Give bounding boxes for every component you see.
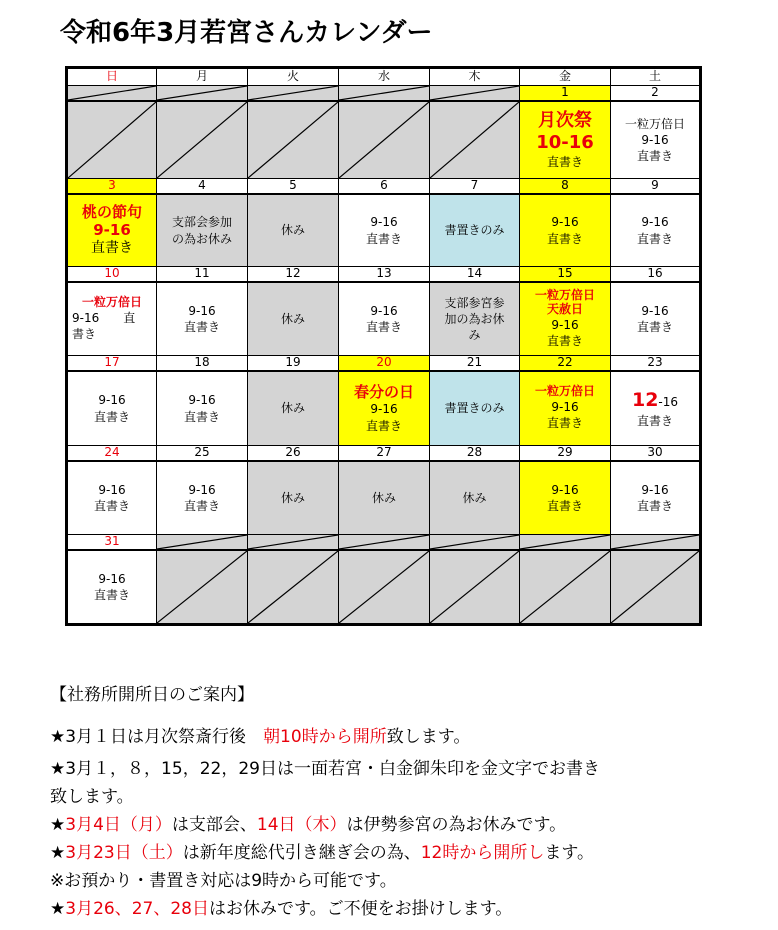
date-number: 6	[339, 179, 430, 195]
day-cell-text: 直書き	[93, 409, 130, 424]
day-content-row	[67, 371, 701, 446]
day-cell-text: 9-16	[188, 393, 216, 408]
day-cell	[339, 371, 430, 446]
notice-segment: ★3月１，８，15，22，29日は一面若宮・白金御朱印を金文字でお書き	[50, 759, 600, 779]
date-number: 29	[520, 446, 611, 462]
date-number-row	[67, 446, 701, 462]
day-cell	[339, 461, 430, 535]
day-cell	[520, 371, 611, 446]
notice-line	[50, 839, 750, 867]
diagonal-line	[157, 551, 247, 623]
day-cell-text: 直書き	[636, 320, 673, 334]
date-number: 14	[430, 267, 520, 283]
day-cell-text: 9-16	[188, 303, 216, 318]
diagonal-line	[430, 86, 519, 100]
diagonal-line	[520, 551, 610, 623]
day-cell-text: 桃の節句	[81, 203, 142, 222]
weekday-label: 日	[67, 68, 157, 86]
day-cell-text: 直書き	[546, 499, 583, 513]
day-content-row	[67, 194, 701, 267]
date-number: 18	[157, 356, 248, 372]
notice-heading: 【社務所開所日のご案内】	[50, 685, 254, 705]
day-cell-text: 9-16	[551, 215, 579, 230]
date-number-row	[67, 535, 701, 551]
day-cell	[339, 194, 430, 267]
day-cell-blank	[430, 101, 520, 179]
day-cell-text: 休み	[462, 490, 487, 505]
diagonal-line	[611, 535, 699, 549]
date-number-blank	[248, 86, 339, 102]
weekday-label: 金	[520, 68, 611, 86]
date-number: 16	[611, 267, 701, 283]
page-title: 令和6年3月若宮さんカレンダー	[60, 18, 433, 48]
diagonal-line	[68, 102, 156, 178]
day-cell-text: 一粒万倍日	[624, 116, 685, 131]
date-number: 13	[339, 267, 430, 283]
day-cell	[430, 371, 520, 446]
day-cell	[430, 194, 520, 267]
date-number: 2	[611, 86, 701, 102]
day-cell	[157, 371, 248, 446]
calendar-table	[65, 66, 702, 626]
day-cell	[67, 461, 157, 535]
day-cell-text: 直書き	[183, 320, 220, 334]
diagonal-line	[157, 535, 247, 549]
day-cell-text: 9-16	[641, 215, 669, 230]
day-cell-text: 書置きのみ	[444, 401, 505, 416]
diagonal-line	[339, 102, 429, 178]
day-cell-text: 直書き	[365, 231, 402, 246]
day-cell-blank	[157, 550, 248, 625]
day-cell-text: 天赦日	[546, 301, 583, 316]
day-cell	[611, 101, 701, 179]
date-number: 25	[157, 446, 248, 462]
day-cell	[520, 194, 611, 267]
day-cell	[611, 282, 701, 356]
notice-segment: は伊勢参宮の為お休みです。	[346, 815, 567, 835]
hours-text	[611, 388, 699, 414]
day-cell	[520, 461, 611, 535]
weekday-label: 月	[157, 68, 248, 86]
day-cell-text: 直書き	[546, 333, 583, 348]
day-cell-text: 直書き	[365, 418, 402, 433]
date-number-blank	[520, 535, 611, 551]
notice-line	[50, 811, 750, 839]
day-cell-text: 9-16	[93, 221, 131, 240]
day-cell	[611, 461, 701, 535]
date-number: 27	[339, 446, 430, 462]
date-number-blank	[248, 535, 339, 551]
weekday-header-row	[67, 68, 701, 86]
day-cell	[611, 371, 701, 446]
day-cell-text: 加の為お休	[444, 311, 505, 326]
notice-segment: 3月26、27、28日	[65, 899, 209, 919]
day-cell-text: 休み	[280, 490, 305, 505]
date-number: 3	[67, 179, 157, 195]
diagonal-line	[339, 86, 429, 100]
notice-segment: 12時から開所し	[420, 843, 545, 863]
date-number-row	[67, 267, 701, 283]
notice-line	[50, 783, 750, 811]
day-cell-text: 9-16	[98, 482, 126, 497]
date-number: 21	[430, 356, 520, 372]
diagonal-line	[68, 86, 156, 100]
day-cell-text: 一粒万倍日	[81, 294, 142, 309]
diagonal-line	[248, 551, 338, 623]
day-cell-text: 書置きのみ	[444, 223, 505, 238]
date-number-blank	[339, 535, 430, 551]
day-cell-text: 直書き	[93, 588, 130, 602]
day-cell	[67, 371, 157, 446]
day-cell	[339, 282, 430, 356]
day-cell-text: 休み	[280, 223, 305, 238]
opening-hour: 12	[631, 388, 659, 411]
notice-segment: 致します。	[50, 787, 134, 807]
weekday-label: 水	[339, 68, 430, 86]
date-number-row	[67, 179, 701, 195]
notice-segment: ★	[50, 843, 66, 863]
day-cell-text: 直書き	[546, 416, 583, 431]
date-number: 15	[520, 267, 611, 283]
day-cell-text: 支部参宮参	[444, 295, 505, 310]
date-number-blank	[67, 86, 157, 102]
day-cell-text: 9-16 直	[72, 310, 136, 325]
day-cell-text: 直書き	[91, 240, 133, 257]
date-number: 1	[520, 86, 611, 102]
date-number-blank	[430, 535, 520, 551]
day-cell-text: 直書き	[365, 320, 402, 334]
day-cell-blank	[520, 550, 611, 625]
day-cell-text: 春分の日	[353, 383, 414, 402]
diagonal-line	[157, 86, 247, 100]
day-cell-blank	[157, 101, 248, 179]
day-cell-text: 9-16	[370, 402, 398, 417]
date-number-blank	[157, 86, 248, 102]
day-cell-text: 一粒万倍日	[534, 384, 595, 399]
notice-line	[50, 895, 750, 923]
day-cell-text: 休み	[371, 490, 396, 505]
day-cell-text: 直書き	[183, 499, 220, 513]
notice-segment: は新年度総代引き継ぎ会の為、	[182, 843, 421, 863]
day-cell	[157, 194, 248, 267]
day-cell	[157, 461, 248, 535]
notice-lines	[50, 723, 750, 923]
date-number: 11	[157, 267, 248, 283]
day-cell	[430, 461, 520, 535]
notice-segment: ★	[50, 899, 66, 919]
day-cell-text: 月次祭	[538, 110, 592, 132]
notice-segment: 致します。	[386, 727, 471, 747]
day-cell	[248, 282, 339, 356]
day-cell-text: 休み	[280, 311, 305, 326]
weekday-label: 土	[611, 68, 701, 86]
day-cell-text: 直書き	[546, 231, 583, 246]
day-cell-blank	[611, 550, 701, 625]
notice-line	[50, 723, 750, 751]
day-cell-text: 休み	[280, 401, 305, 416]
day-cell-text: 9-16	[641, 303, 669, 318]
day-cell-text: 9-16	[370, 215, 398, 230]
date-number: 23	[611, 356, 701, 372]
date-number: 20	[339, 356, 430, 372]
day-cell-text: 一粒万倍日	[534, 288, 595, 303]
day-content-row	[67, 101, 701, 179]
date-number: 12	[248, 267, 339, 283]
day-cell-text: 直書き	[636, 231, 673, 246]
day-cell-text: 直書き	[183, 409, 220, 424]
diagonal-line	[339, 551, 429, 623]
notice-segment: 3月23日（土）	[65, 843, 183, 863]
diagonal-line	[248, 102, 338, 178]
day-cell-text: 支部会参加	[171, 215, 232, 230]
date-number-blank	[611, 535, 701, 551]
notice-section	[50, 680, 750, 923]
date-number: 26	[248, 446, 339, 462]
day-cell-text: 10-16	[536, 131, 594, 153]
day-cell-text: 9-16	[551, 317, 579, 332]
date-number-blank	[430, 86, 520, 102]
notice-segment: 3月4日（月）	[65, 815, 172, 835]
notice-segment: はお休みです。ご不便をお掛けします。	[208, 899, 513, 919]
day-cell-text: 書き	[72, 326, 97, 341]
diagonal-line	[430, 551, 519, 623]
diagonal-line	[611, 551, 699, 623]
notice-segment: は支部会、	[171, 815, 257, 835]
day-cell	[67, 550, 157, 625]
diagonal-line	[339, 535, 429, 549]
date-number: 17	[67, 356, 157, 372]
day-cell-blank	[430, 550, 520, 625]
day-cell-text: 直書き	[546, 154, 583, 169]
day-cell-text: 9-16	[370, 303, 398, 318]
day-cell	[248, 194, 339, 267]
day-cell-blank	[67, 101, 157, 179]
day-cell-text: み	[468, 328, 481, 343]
notice-line	[50, 755, 750, 783]
day-cell-blank	[248, 101, 339, 179]
day-cell-text: の為お休み	[171, 231, 232, 246]
day-cell-text: 9-16	[641, 482, 669, 497]
day-cell	[430, 282, 520, 356]
date-number-row	[67, 356, 701, 372]
day-cell	[67, 282, 157, 356]
date-number-blank	[339, 86, 430, 102]
notice-segment: 14日（木）	[256, 815, 347, 835]
day-cell-text: 直書き	[636, 149, 673, 164]
date-number: 19	[248, 356, 339, 372]
notice-segment: ※お預かり・書置き対応は9時から可能です。	[50, 871, 397, 891]
day-cell-text: 9-16	[98, 393, 126, 408]
day-cell-text: 直書き	[636, 499, 673, 513]
day-cell	[157, 282, 248, 356]
day-cell-blank	[248, 550, 339, 625]
date-number-blank	[157, 535, 248, 551]
diagonal-line	[520, 535, 610, 549]
day-cell	[520, 101, 611, 179]
day-cell-blank	[339, 550, 430, 625]
day-cell	[248, 371, 339, 446]
day-cell-blank	[339, 101, 430, 179]
date-number-row	[67, 86, 701, 102]
notice-line	[50, 867, 750, 895]
date-number: 30	[611, 446, 701, 462]
diagonal-line	[248, 535, 338, 549]
closing-hour: -16	[658, 394, 679, 409]
notice-segment: ます。	[544, 843, 594, 863]
weekday-label: 木	[430, 68, 520, 86]
date-number: 22	[520, 356, 611, 372]
notice-segment: ★	[50, 815, 66, 835]
notice-segment: 朝10時から開所	[263, 727, 387, 747]
date-number: 8	[520, 179, 611, 195]
day-content-row	[67, 461, 701, 535]
diagonal-line	[157, 102, 247, 178]
day-cell-text: 9-16	[551, 400, 579, 415]
notice-segment: ★3月１日は月次祭斎行後	[50, 727, 264, 747]
day-cell-text: 直書き	[636, 414, 673, 429]
day-cell	[248, 461, 339, 535]
day-cell-text: 9-16	[551, 482, 579, 497]
date-number: 9	[611, 179, 701, 195]
day-cell	[67, 194, 157, 267]
diagonal-line	[430, 102, 519, 178]
diagonal-line	[430, 535, 519, 549]
date-number: 28	[430, 446, 520, 462]
date-number: 24	[67, 446, 157, 462]
date-number: 5	[248, 179, 339, 195]
day-cell-text: 9-16	[98, 571, 126, 586]
day-content-row	[67, 282, 701, 356]
date-number: 10	[67, 267, 157, 283]
date-number: 4	[157, 179, 248, 195]
date-number: 31	[67, 535, 157, 551]
day-cell-text: 9-16	[641, 132, 669, 147]
weekday-label: 火	[248, 68, 339, 86]
day-cell	[611, 194, 701, 267]
day-cell-text: 直書き	[93, 499, 130, 513]
day-cell-text: 9-16	[188, 482, 216, 497]
day-cell	[520, 282, 611, 356]
date-number: 7	[430, 179, 520, 195]
diagonal-line	[248, 86, 338, 100]
day-content-row	[67, 550, 701, 625]
